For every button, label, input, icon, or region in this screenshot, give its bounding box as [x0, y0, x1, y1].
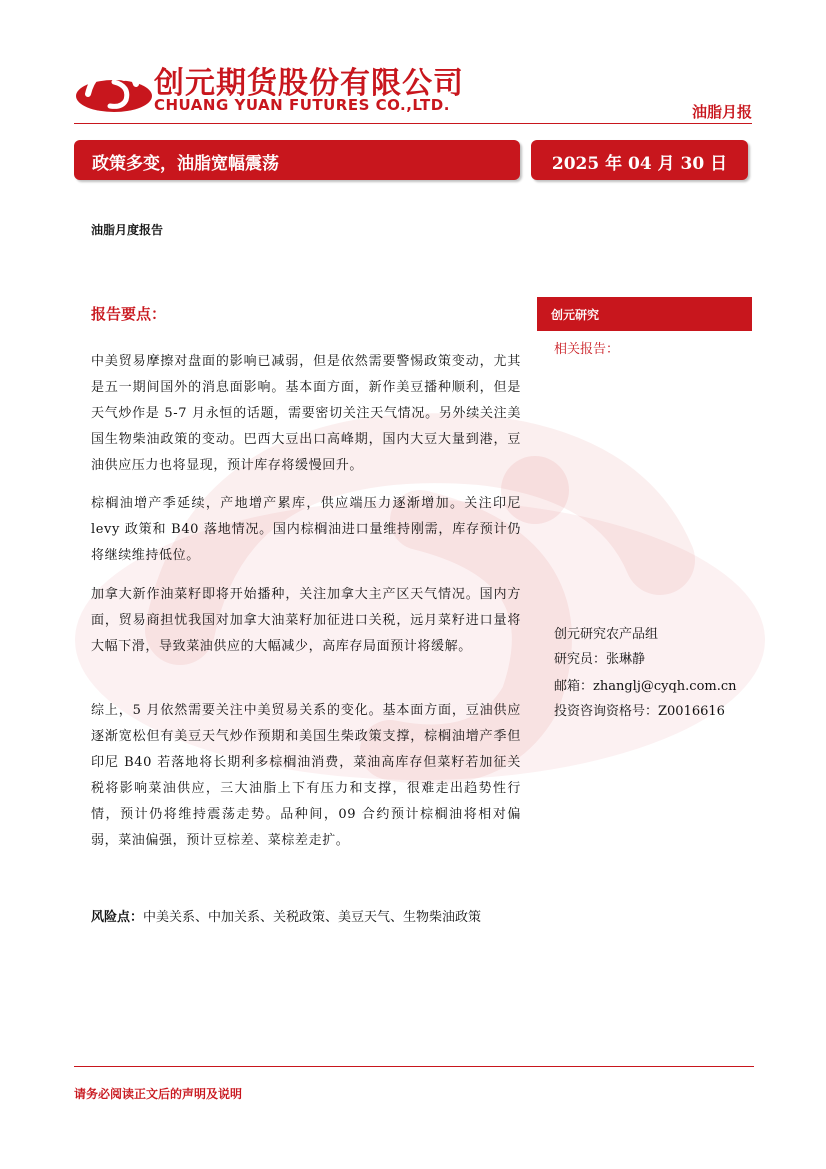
report-subtitle: 油脂月度报告: [91, 223, 164, 237]
report-type-label: 油脂月报: [691, 103, 752, 121]
related-reports-label: 相关报告：: [554, 342, 620, 357]
key-points-heading: 报告要点：: [91, 305, 167, 323]
risk-label: 风险点：: [91, 910, 144, 925]
company-name-en: CHUANG YUAN FUTURES CO.,LTD.: [154, 96, 450, 114]
key-point-paragraph: 综上，5 月依然需要关注中美贸易关系的变化。基本面方面，豆油供应逐渐宽松但有美豆天气炒作预期和美国生柴政策支撑，棕榈油增产季但印尼 B40 若落地将长期利多棕榈油消费，菜油高库存但菜籽若加征关税将影响菜油供应，三大油脂上下有压力和支撑，很难走出趋势性行情，预计仍将维持震荡走势。品种间，09 合约预计棕榈油将相对偏弱，菜油偏强，预计豆棕差、菜棕差走扩。: [91, 703, 521, 848]
key-point-paragraph: 棕榈油增产季延续，产地增产累库，供应端压力逐渐增加。关注印尼 levy 政策和 B40 落地情况。国内棕榈油进口量维持刚需，库存预计仍将继续维持低位。: [91, 496, 521, 563]
key-point-paragraph: 中美贸易摩擦对盘面的影响已减弱，但是依然需要警惕政策变动，尤其是五一期间国外的消息面影响。基本面方面，新作美豆播种顺利，但是天气炒作是 5-7 月永恒的话题，需要密切关注天气情况。另外续关注美国生物柴油政策的变动。巴西大豆出口高峰期，国内大豆大量到港，豆油供应压力也将显现，预计库存将缓慢回升。: [91, 354, 521, 473]
research-team: 创元研究农产品组: [554, 627, 659, 642]
report-title: 政策多变，油脂宽幅震荡: [92, 154, 279, 174]
researcher-email: 邮箱：zhanglj@cyqh.com.cn: [554, 679, 737, 694]
sidebar-heading: 创元研究: [551, 308, 600, 322]
footer-divider: [74, 1066, 754, 1067]
risk-points: [91, 906, 481, 925]
risk-text: 中美关系、中加关系、关税政策、美豆天气、生物柴油政策: [143, 910, 482, 925]
key-point-paragraph: 加拿大新作油菜籽即将开始播种，关注加拿大主产区天气情况。国内方面，贸易商担忧我国对加拿大油菜籽加征进口关税，远月菜籽进口量将大幅下滑，导致菜油供应的大幅减少，高库存局面预计将缓解。: [91, 587, 521, 654]
company-logo-icon: [74, 62, 154, 114]
header-divider: [74, 123, 752, 124]
footer-notice: 请务必阅读正文后的声明及说明: [74, 1087, 243, 1101]
company-name-cn: 创元期货股份有限公司: [154, 66, 464, 101]
researcher-name: 研究员：张琳静: [554, 652, 646, 667]
license-number: 投资咨询资格号：Z0016616: [554, 704, 725, 719]
report-date: 2025 年 04 月 30 日: [551, 154, 728, 174]
